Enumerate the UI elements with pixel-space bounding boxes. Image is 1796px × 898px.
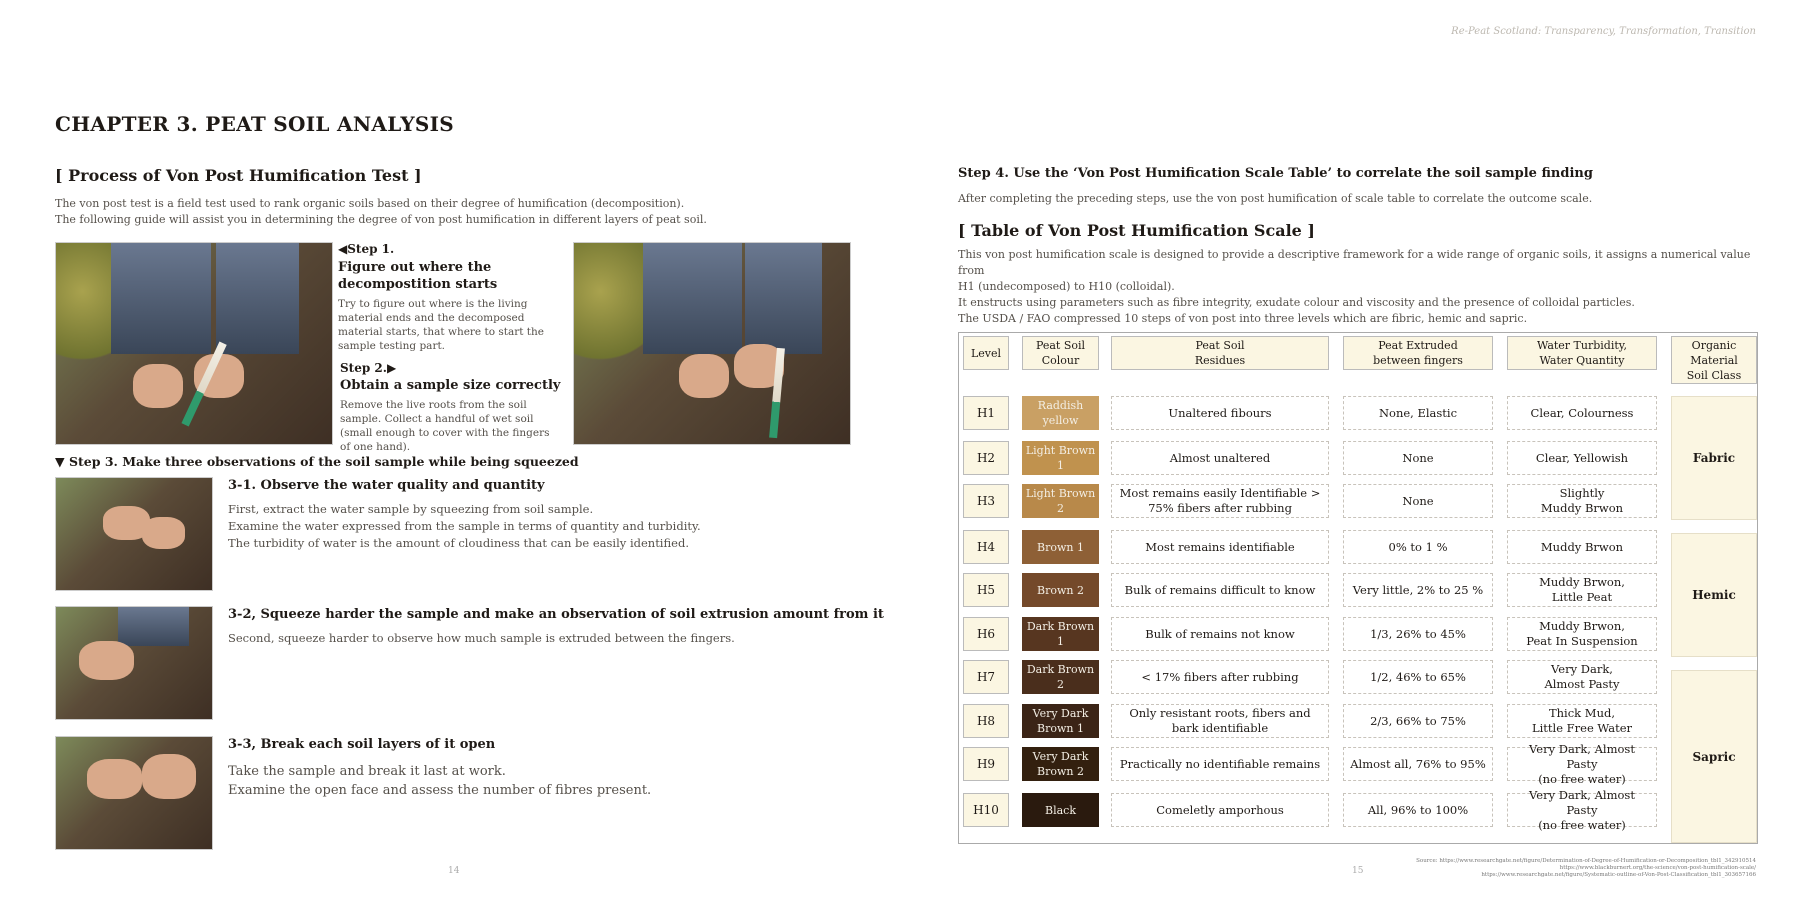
colour-swatch: Black	[1022, 793, 1099, 827]
step3-3-title: 3-3, Break each soil layers of it open	[228, 737, 496, 752]
step2-body: Remove the live roots from the soil sample. Collect a handful of wet soil (small enough to cover with the fingers of one hand).	[340, 399, 550, 453]
intro-line: The following guide will assist you in determining the degree of von post humification in different layers of peat soil.	[55, 213, 707, 226]
step3-1-body: First, extract the water sample by squeezing from soil sample. Examine the water expressed from the sample in terms of quantity and turbidity. The turbidity of water is the amount of cloudiness that can be easily identified.	[228, 502, 701, 550]
level-cell: H10	[963, 793, 1009, 827]
extruded-cell: Very little, 2% to 25 %	[1343, 573, 1493, 607]
header-residues: Peat Soil Residues	[1111, 336, 1329, 370]
step3-2-title: 3-2, Squeeze harder the sample and make an observation of soil extrusion amount from it	[228, 607, 884, 622]
source-notes: Source: https://www.researchgate.net/figure/Determination-of-Degree-of-Humification-or-Decomposition_tbl1_342910514 https://www.blackburnert.org/the-science/von-post-humification-scale/ https://www.researchgate.net/figure/Systematic-outline-of-Von-Post-Classification_tbl1_303657166	[1416, 858, 1756, 878]
water-cell: Very Dark, Almost Pasty (no free water)	[1507, 793, 1657, 827]
level-cell: H5	[963, 573, 1009, 607]
colour-swatch: Light Brown 1	[1022, 441, 1099, 475]
residues-cell: Most remains easily Identifiable > 75% fibers after rubbing	[1111, 484, 1329, 518]
photo-step1	[55, 242, 333, 445]
extruded-cell: All, 96% to 100%	[1343, 793, 1493, 827]
step2-block	[340, 361, 562, 454]
level-cell: H8	[963, 704, 1009, 738]
step3-3-body: Take the sample and break it last at work. Examine the open face and assess the number of fibres present.	[228, 764, 652, 798]
header-soil-class: Organic Material Soil Class	[1671, 336, 1757, 384]
extruded-cell: 1/2, 46% to 65%	[1343, 660, 1493, 694]
extruded-cell: None	[1343, 484, 1493, 518]
water-cell: Muddy Brwon, Little Peat	[1507, 573, 1657, 607]
level-cell: H1	[963, 396, 1009, 430]
table-description: This von post humification scale is designed to provide a descriptive framework for a wide range of organic soils, it assigns a numerical value from H1 (undecomposed) to H10 (colloidal). It enstructs using parameters such as fibre integrity, exudate colour and viscosity and the presence of colloidal particles. The USDA / FAO compressed 10 steps of von post into three levels which are fibric, hemic and sapric.	[958, 248, 1751, 325]
intro-line: The von post test is a field test used to rank organic soils based on their degree of humification (decomposition).	[55, 197, 685, 210]
level-cell: H7	[963, 660, 1009, 694]
water-cell: Muddy Brwon, Peat In Suspension	[1507, 617, 1657, 651]
step4-heading: Step 4. Use the ‘Von Post Humification Scale Table’ to correlate the soil sample finding	[958, 166, 1593, 181]
step3-3-block	[228, 737, 908, 800]
extruded-cell: 0% to 1 %	[1343, 530, 1493, 564]
colour-swatch: Dark Brown 1	[1022, 617, 1099, 651]
triangle-down-icon: ▼	[55, 454, 69, 469]
header-level: Level	[963, 336, 1009, 370]
triangle-left-icon: ◀	[338, 242, 348, 256]
water-cell: Very Dark, Almost Pasty	[1507, 660, 1657, 694]
water-cell: Clear, Yellowish	[1507, 441, 1657, 475]
colour-swatch: Light Brown 2	[1022, 484, 1099, 518]
water-cell: Clear, Colourness	[1507, 396, 1657, 430]
colour-swatch: Brown 2	[1022, 573, 1099, 607]
section-title-table: [ Table of Von Post Humification Scale ]	[958, 221, 1315, 240]
page-number-left: 14	[448, 866, 460, 876]
intro-text	[55, 196, 855, 228]
step1-title: Figure out where the decompostition starts	[338, 260, 498, 292]
step3-2-body: Second, squeeze harder to observe how much sample is extruded between the fingers.	[228, 631, 735, 645]
residues-cell: < 17% fibers after rubbing	[1111, 660, 1329, 694]
header-extruded: Peat Extruded between fingers	[1343, 336, 1493, 370]
photo-3-1	[55, 477, 213, 591]
step3-heading: ▼ Step 3. Make three observations of the soil sample while being squeezed	[55, 454, 579, 469]
step3-1-block	[228, 478, 908, 552]
colour-swatch: Very Dark Brown 2	[1022, 747, 1099, 781]
chapter-title: CHAPTER 3. PEAT SOIL ANALYSIS	[55, 112, 455, 136]
header-colour: Peat Soil Colour	[1022, 336, 1099, 370]
residues-cell: Almost unaltered	[1111, 441, 1329, 475]
class-sapric: Sapric	[1671, 670, 1757, 843]
triangle-right-icon: ▶	[386, 361, 397, 375]
step2-title: Obtain a sample size correctly	[340, 378, 561, 393]
colour-swatch: Dark Brown 2	[1022, 660, 1099, 694]
water-cell: Slightly Muddy Brwon	[1507, 484, 1657, 518]
step3-1-title: 3-1. Observe the water quality and quantity	[228, 478, 545, 493]
extruded-cell: Almost all, 76% to 95%	[1343, 747, 1493, 781]
level-cell: H3	[963, 484, 1009, 518]
class-fabric: Fabric	[1671, 396, 1757, 520]
colour-swatch: Brown 1	[1022, 530, 1099, 564]
step2-label: Step 2.▶	[340, 361, 397, 375]
water-cell: Muddy Brwon	[1507, 530, 1657, 564]
step1-body: Try to figure out where is the living material ends and the decomposed material starts, that where to start the sample testing part.	[338, 298, 545, 352]
extruded-cell: None, Elastic	[1343, 396, 1493, 430]
photo-3-2	[55, 606, 213, 720]
extruded-cell: None	[1343, 441, 1493, 475]
colour-swatch: Very Dark Brown 1	[1022, 704, 1099, 738]
page-number-right: 15	[1352, 866, 1364, 876]
header-water: Water Turbidity, Water Quantity	[1507, 336, 1657, 370]
step1-label: ◀Step 1.	[338, 242, 395, 256]
step1-block	[338, 242, 560, 353]
extruded-cell: 2/3, 66% to 75%	[1343, 704, 1493, 738]
residues-cell: Most remains identifiable	[1111, 530, 1329, 564]
water-cell: Thick Mud, Little Free Water	[1507, 704, 1657, 738]
section-title-process: [ Process of Von Post Humification Test ]	[55, 166, 422, 185]
level-cell: H9	[963, 747, 1009, 781]
residues-cell: Unaltered fibours	[1111, 396, 1329, 430]
humification-table	[958, 332, 1758, 844]
water-cell: Very Dark, Almost Pasty (no free water)	[1507, 747, 1657, 781]
level-cell: H6	[963, 617, 1009, 651]
level-cell: H4	[963, 530, 1009, 564]
residues-cell: Comeletly amporhous	[1111, 793, 1329, 827]
level-cell: H2	[963, 441, 1009, 475]
step4-body: After completing the preceding steps, use the von post humification of scale table to correlate the outcome scale.	[958, 192, 1593, 205]
residues-cell: Practically no identifiable remains	[1111, 747, 1329, 781]
residues-cell: Only resistant roots, fibers and bark identifiable	[1111, 704, 1329, 738]
residues-cell: Bulk of remains difficult to know	[1111, 573, 1329, 607]
photo-3-3	[55, 736, 213, 850]
extruded-cell: 1/3, 26% to 45%	[1343, 617, 1493, 651]
step3-2-block	[228, 607, 908, 647]
colour-swatch: Raddish yellow	[1022, 396, 1099, 430]
residues-cell: Bulk of remains not know	[1111, 617, 1329, 651]
running-header: Re-Peat Scotland: Transparency, Transformation, Transition	[1451, 26, 1756, 37]
class-hemic: Hemic	[1671, 533, 1757, 657]
photo-step2	[573, 242, 851, 445]
